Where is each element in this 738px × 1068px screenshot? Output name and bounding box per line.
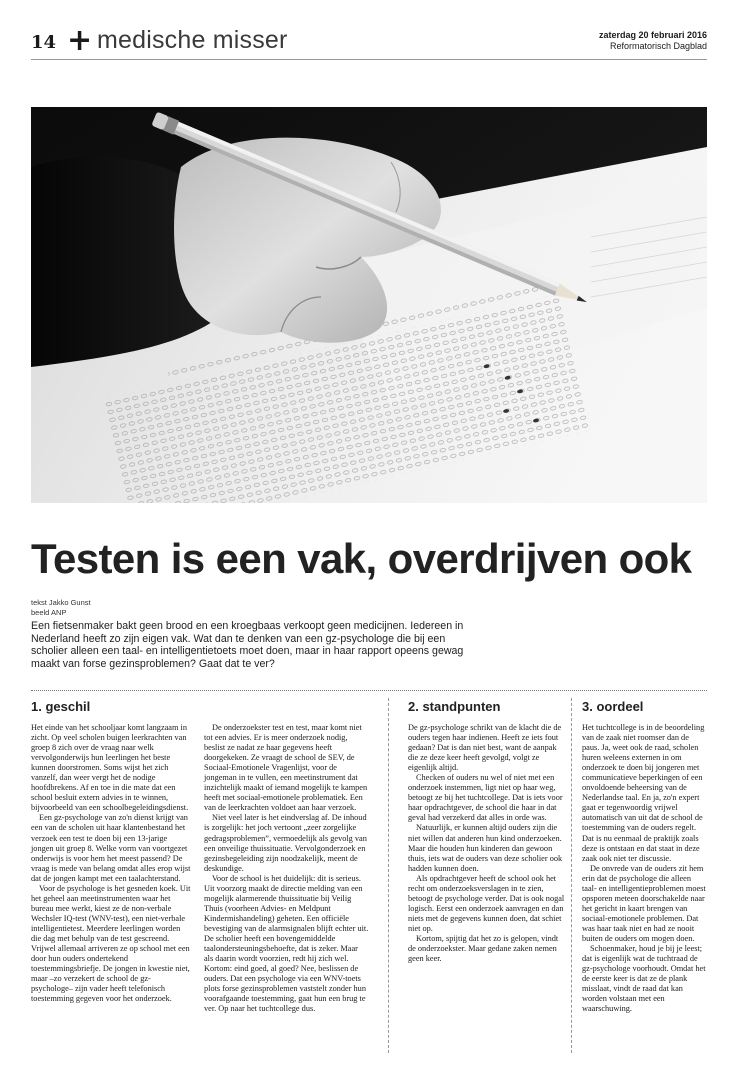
- body-paragraph: Voor de school is het duidelijk: dit is serieus. Uit voorzorg maakt de directie melding van een mogelijk alarmerende thuissituatie bij Veilig Thuis (voorheen Advies- en Meldpunt Kindermishandeling) geheten. Een officiële bevestiging van de alarmsignalen blijft echter uit. De scholier heeft een bovengemiddelde taalondersteuningsbehoefte, dat is zeker. Maar als daarin wordt voorzien, redt hij zich wel. Kortom: eind goed, al goed? Nee, beslissen de ouders. Dat een psychologe via een WNV-toets plots forse gezinsproblemen vaststelt zonder hun voorafgaande toestemming, gaat hun een brug te ver. Op naar het tuchtcollege dus.: [204, 873, 369, 1014]
- section-divider: [31, 690, 707, 691]
- image-credit: beeld ANP: [31, 608, 67, 617]
- article-credits: [31, 598, 91, 618]
- page-number: 14: [31, 32, 57, 53]
- article-photo: [31, 107, 707, 503]
- article-intro: Een fietsenmaker bakt geen brood en een kroegbaas verkoopt geen medicijnen. Iedereen in Nederland heeft zo zijn eigen vak. Wat dan te denken van een gz-psychologe die bij een scholier alleen een taal- en intelligentietoets moet doen, maar in haar rapport opeens gewag maakt van forse gezinsproblemen? Gaat dat te ver?: [31, 620, 464, 670]
- body-paragraph: De onderzoekster test en test, maar komt niet tot een advies. Er is meer onderzoek nodig, beslist ze nadat ze haar gegevens heeft doorgekeken. Ze vraagt de school de SEV, de Sociaal-Emotionele Vragenlijst, voor de jongeman in te vullen, een meetinstrument dat inzichtelijk maakt of iemand mogelijk te kampen heeft met sociaal-emotionele problematiek. Een van de leerkrachten voldoet aan haar verzoek.: [204, 723, 368, 813]
- section-standpunten-column: [408, 700, 566, 964]
- header-rule: [31, 59, 707, 60]
- body-paragraph: Als opdrachtgever heeft de school ook het recht om onderzoeksverslagen in te zien, betoogt de psychologe verder. Dat is ook nogal logisch. Eerst een onderzoek aanvragen en dan niets met de gegevens kunnen doen, dat schiet niet op.: [408, 873, 565, 933]
- body-paragraph: De onvrede van de ouders zit hem erin dat de psychologe die alleen taal- en intelligentieproblemen moest opsporen meteen doorschakelde naar het gericht in kaart brengen van sociaal-emotionele problemen. Dat was haar taak niet en had ze nooit buiten de ouders om mogen doen.: [582, 863, 706, 943]
- column-separator: [388, 698, 389, 1053]
- section-geschil-column-2: [204, 723, 369, 1014]
- body-paragraph: Een gz-psychologe van zo'n dienst krijgt van een van de scholen uit haar klantenbestand het verzoek een test te doen bij een 13-jarige jongen uit groep 8. Welke vorm van voortgezet onderwijs is voor hem het meest passend? De vraag is mede van belang omdat alles erop wijst dat de jongen kampt met een taalachterstand.: [31, 813, 191, 883]
- section-title: medische misser: [97, 26, 288, 54]
- body-paragraph: Het einde van het schooljaar komt langzaam in zicht. Op veel scholen buigen leerkrachten van groep 8 zich over de vraag naar welk vervolgonderwijs hun leerlingen het beste kunnen doorstromen. Soms wijst het zich vanzelf, dan weer vergt het de nodige hoofdbrekens. Af en toe in die mate dat een school besluit extern advies in te winnen, bijvoorbeeld van een schoolbegeleidingsdienst.: [31, 723, 189, 813]
- body-paragraph: Niet veel later is het eindverslag af. De inhoud is zorgelijk: het joch vertoont „zeer zorgelijke gedragsproblemen”, vermoedelijk als gevolg van een onveilige thuissituatie. Vervolgonderzoek en gezinsbegeleiding zijn noodzakelijk, meent de deskundige.: [204, 813, 367, 873]
- body-paragraph: Natuurlijk, er kunnen altijd ouders zijn die niet willen dat anderen hun kind onderzoeken. Maar die houden hun kinderen dan gewoon thuis, iets wat de ouders van deze scholier ook hadden kunnen doen.: [408, 823, 563, 873]
- section-heading-standpunten: 2. standpunten: [408, 699, 501, 714]
- body-paragraph: Checken of ouders nu wel of niet met een onderzoek instemmen, ligt niet op haar weg, betoogt ze bij het tuchtcollege. Dat is iets voor haar opdrachtgever, de school die haar in dat geval had verzekerd dat alles in orde was.: [408, 773, 563, 823]
- issue-date: zaterdag 20 februari 2016: [598, 30, 707, 40]
- body-paragraph: Voor de psychologe is het gesneden koek. Uit het geheel aan meetinstrumenten waar het bureau mee werkt, kiest ze de non-verbale Wechsler IQ-test (WNV-test), een niet-verbale intelligentietest. Meerdere leerlingen worden die dag met behulp van de test gescreend. Vrijwel allemaal arriveren ze op school met een door hun ouders ondertekend toestemmingsbriefje. De jongen in kwestie niet, maar –zo verzekert de school de gz-psychologe– zijn vader heeft telefonisch toestemming gegeven voor het onderzoek.: [31, 883, 191, 1004]
- article-headline: Testen is een vak, overdrijven ook: [31, 535, 692, 582]
- text-credit: tekst Jakko Gunst: [31, 598, 91, 607]
- section-heading-oordeel: 3. oordeel: [582, 699, 644, 714]
- publication-name: Reformatorisch Dagblad: [609, 41, 707, 51]
- page-header: [31, 23, 707, 60]
- cross-icon: +: [67, 23, 93, 58]
- section-geschil-column-1: [31, 700, 191, 1004]
- dateline: [599, 30, 707, 52]
- body-paragraph: De gz-psychologe schrikt van de klacht die de ouders tegen haar indienen. Heeft ze iets fout gedaan? Dat is dan niet best, want de aanpak die ze deze keer heeft gevolgd, volgt ze eigenlijk altijd.: [408, 723, 562, 773]
- column-separator: [571, 698, 572, 1053]
- section-oordeel-column: [582, 700, 707, 1014]
- body-paragraph: Kortom, spijtig dat het zo is gelopen, vindt de onderzoekster. Maar gedane zaken nemen geen keer.: [408, 933, 559, 964]
- section-heading-geschil: 1. geschil: [31, 699, 91, 714]
- body-paragraph: Schoenmaker, houd je bij je leest; dat is eigenlijk wat de tuchtraad de gz-psychologe voorhoudt. Omdat het de eerste keer is dat ze de plank misslaat, vindt de raad dat kan worden volstaan met een waarschuwing.: [582, 944, 706, 1014]
- pencil-test-answer-sheet-photo: [31, 107, 707, 503]
- body-paragraph: Het tuchtcollege is in de beoordeling van de zaak niet roomser dan de paus. Ja, weet ook de raad, scholen huren weleens externen in om onderzoek te doen bij jongeren met communicatieve beperkingen of een onvoldoende beheersing van de Nederlandse taal. En ja, zo'n expert gaat er tegenwoordig vrijwel automatisch van uit dat de school de toestemming van de ouders regelt. Dat is nu eenmaal de praktijk zoals deze is ontstaan en dat staat in deze zaak ook niet ter discussie.: [582, 723, 705, 863]
